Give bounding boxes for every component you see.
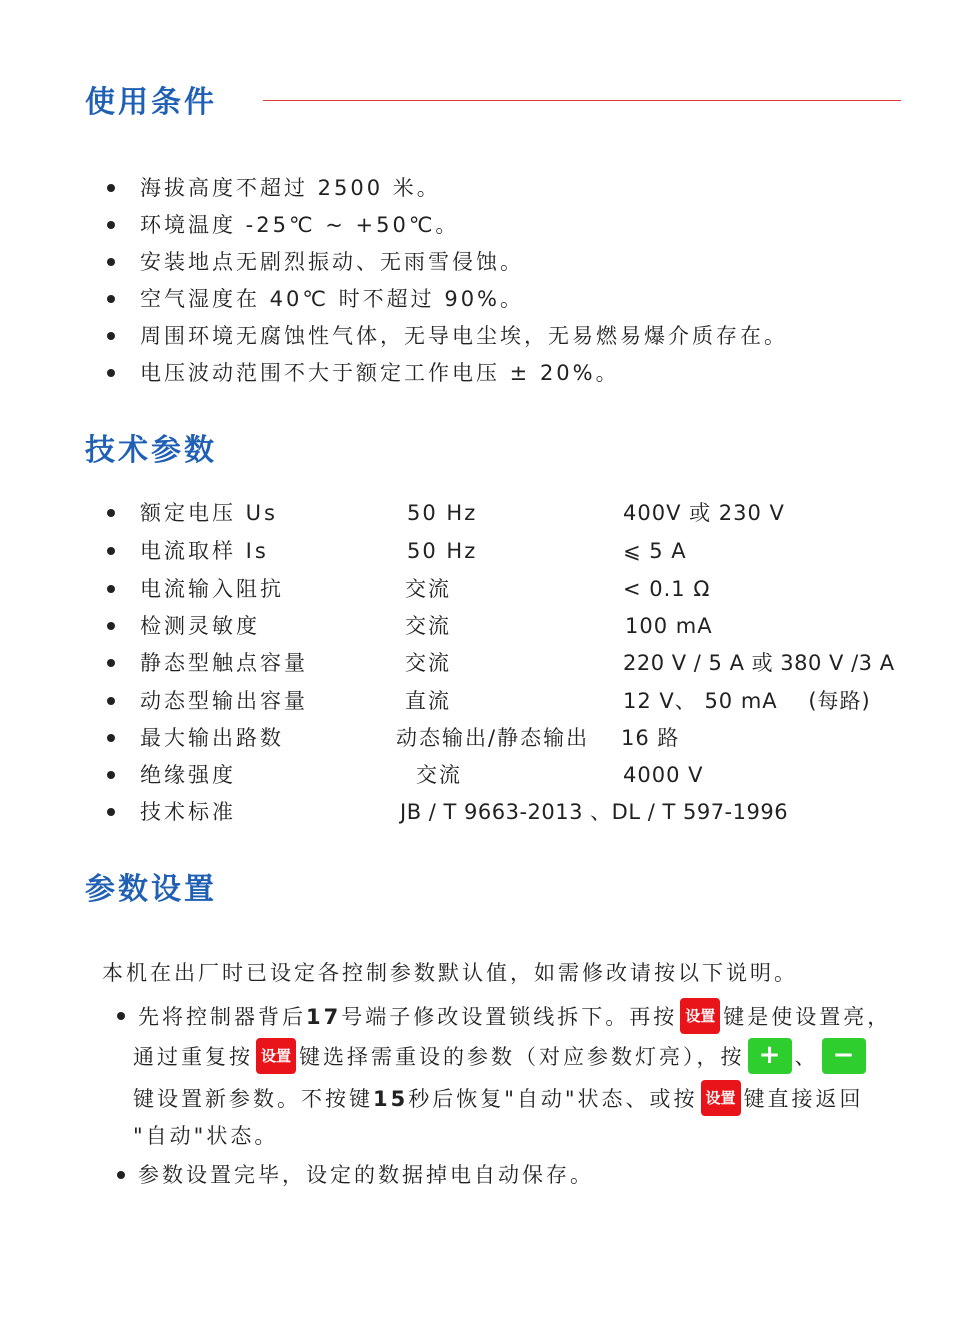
param-name: 检测灵敏度 xyxy=(140,614,260,638)
list-item: 空气湿度在 40℃ 时不超过 90%。 xyxy=(104,284,788,321)
settings-intro: 本机在出厂时已设定各控制参数默认值，如需修改请按以下说明。 xyxy=(102,961,798,985)
bullet-icon xyxy=(107,734,115,742)
bullet-icon xyxy=(107,509,115,517)
table-row xyxy=(104,760,904,792)
param-name: 绝缘强度 xyxy=(140,763,236,787)
table-row xyxy=(104,536,904,568)
plus-key-icon: + xyxy=(748,1038,792,1074)
param-type: 50 Hz xyxy=(407,501,478,525)
table-row xyxy=(104,686,904,718)
param-name: 最大输出路数 xyxy=(140,726,284,750)
list-item: 环境温度 -25℃ ~ +50℃。 xyxy=(104,210,788,247)
set-key-icon: 设置 xyxy=(701,1080,741,1116)
set-key-icon: 设置 xyxy=(680,998,720,1034)
settings-line-5: 参数设置完毕，设定的数据掉电自动保存。 xyxy=(138,1159,594,1191)
param-type: 交流 xyxy=(416,763,462,787)
table-row xyxy=(104,648,904,680)
param-type: 直流 xyxy=(405,689,451,713)
section-title-conditions: 使用条件 xyxy=(85,85,217,120)
param-type: 动态输出/静态输出 xyxy=(396,726,590,750)
bullet-icon xyxy=(107,258,115,266)
param-standard: JB / T 9663-2013 、DL / T 597-1996 xyxy=(400,800,789,824)
conditions-list xyxy=(104,173,788,395)
param-type: 交流 xyxy=(405,651,451,675)
param-value: 16 路 xyxy=(621,726,680,750)
param-value: 100 mA xyxy=(625,614,713,638)
param-type: 交流 xyxy=(405,577,451,601)
param-value: < 0.1 Ω xyxy=(623,577,711,601)
param-name: 电流取样 Is xyxy=(140,539,269,563)
bullet-icon xyxy=(107,547,115,555)
param-value: ⩽ 5 A xyxy=(623,539,687,563)
section-title-tech: 技术参数 xyxy=(85,433,217,468)
param-type: 交流 xyxy=(405,614,451,638)
table-row xyxy=(104,498,904,530)
bullet-icon xyxy=(107,295,115,303)
table-row xyxy=(104,797,904,829)
bullet-icon xyxy=(107,697,115,705)
table-row xyxy=(104,574,904,606)
list-item: 海拔高度不超过 2500 米。 xyxy=(104,173,788,210)
bullet-icon xyxy=(107,369,115,377)
title-rule xyxy=(263,100,901,101)
minus-key-icon: − xyxy=(822,1038,866,1074)
param-value: 12 V、 50 mA (每路) xyxy=(623,689,871,713)
table-row xyxy=(104,611,904,643)
list-item: 安装地点无剧烈振动、无雨雪侵蚀。 xyxy=(104,247,788,284)
param-value: 220 V / 5 A 或 380 V /3 A xyxy=(623,651,895,675)
bullet-icon xyxy=(117,1171,125,1179)
list-item: 周围环境无腐蚀性气体，无导电尘埃，无易燃易爆介质存在。 xyxy=(104,321,788,358)
table-row xyxy=(104,723,904,755)
set-key-icon: 设置 xyxy=(256,1038,296,1074)
bullet-icon xyxy=(107,659,115,667)
list-item: 电压波动范围不大于额定工作电压 ± 20%。 xyxy=(104,358,788,395)
bullet-icon xyxy=(107,184,115,192)
settings-line-1: 先将控制器背后17号端子修改设置锁线拆下。再按 设置 键是使设置亮， xyxy=(138,1000,891,1036)
param-name: 静态型触点容量 xyxy=(140,651,308,675)
param-value: 400V 或 230 V xyxy=(623,501,785,525)
settings-line-4: "自动"状态。 xyxy=(133,1124,279,1148)
bullet-icon xyxy=(107,332,115,340)
param-type: 50 Hz xyxy=(407,539,478,563)
bullet-icon xyxy=(107,622,115,630)
settings-line-3: 键设置新参数。不按键15秒后恢复"自动"状态、或按 设置 键直接返回 xyxy=(133,1082,864,1118)
param-value: 4000 V xyxy=(623,763,704,787)
bullet-icon xyxy=(107,808,115,816)
param-name: 电流输入阻抗 xyxy=(140,577,284,601)
bullet-icon xyxy=(107,585,115,593)
param-name: 动态型输出容量 xyxy=(140,689,308,713)
param-name: 额定电压 Us xyxy=(140,501,278,525)
bullet-icon xyxy=(107,221,115,229)
bullet-icon xyxy=(117,1012,125,1020)
settings-line-2: 通过重复按 设置 键选择需重设的参数（对应参数灯亮），按 + 、 − xyxy=(133,1040,869,1076)
section-title-settings: 参数设置 xyxy=(85,872,217,907)
param-name: 技术标准 xyxy=(140,800,236,824)
bullet-icon xyxy=(107,771,115,779)
